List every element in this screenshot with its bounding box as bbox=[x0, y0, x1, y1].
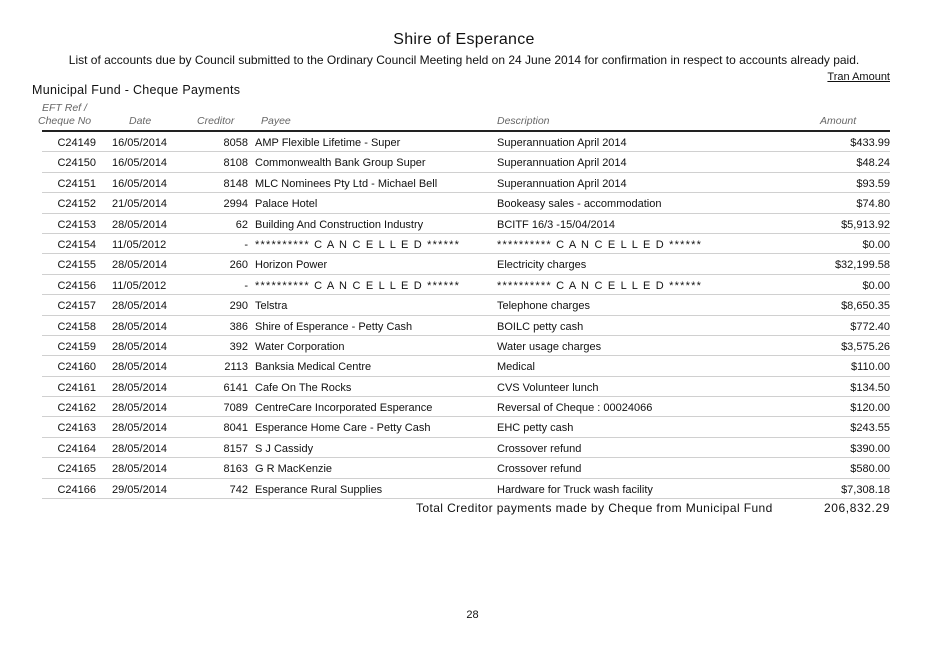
table-row bbox=[0, 438, 928, 458]
page-title: Shire of Esperance bbox=[393, 31, 535, 48]
payee-name: S J Cassidy bbox=[255, 442, 314, 455]
payee-name: Banksia Medical Centre bbox=[255, 361, 372, 374]
column-header-creditor: Creditor bbox=[197, 115, 235, 127]
creditor-number: 62 bbox=[235, 218, 248, 231]
payment-description: Crossover refund bbox=[497, 463, 582, 476]
payment-amount: $134.50 bbox=[850, 381, 890, 394]
payment-date: 11/05/2012 bbox=[112, 238, 167, 251]
table-row bbox=[0, 458, 928, 478]
payment-amount: $390.00 bbox=[850, 442, 890, 455]
cheque-number: C24165 bbox=[57, 463, 96, 476]
payment-amount: $110.00 bbox=[851, 361, 890, 374]
cheque-number: C24159 bbox=[57, 340, 96, 353]
total-value: 206,832.29 bbox=[823, 501, 890, 515]
payment-amount: $3,575.26 bbox=[841, 340, 890, 353]
payment-description: Superannuation April 2014 bbox=[497, 177, 627, 190]
payment-date: 21/05/2014 bbox=[112, 198, 168, 211]
payment-description: EHC petty cash bbox=[497, 422, 574, 435]
cheque-number: C24150 bbox=[57, 157, 96, 170]
payee-name: Telstra bbox=[255, 300, 288, 313]
creditor-number: 2113 bbox=[224, 361, 248, 374]
creditor-number: 742 bbox=[229, 483, 248, 496]
column-header-eft-ref: EFT Ref / bbox=[42, 102, 87, 114]
payment-date: 16/05/2014 bbox=[112, 137, 168, 149]
payment-description: Crossover refund bbox=[497, 442, 582, 455]
payee-name: AMP Flexible Lifetime - Super bbox=[255, 137, 401, 149]
payment-amount: $32,199.58 bbox=[834, 259, 890, 272]
creditor-number: 260 bbox=[229, 259, 248, 272]
creditor-number: 8058 bbox=[223, 137, 248, 149]
payment-date: 28/05/2014 bbox=[112, 340, 168, 353]
payee-name: Building And Construction Industry bbox=[255, 218, 424, 231]
payment-description: Superannuation April 2014 bbox=[497, 157, 627, 170]
column-header-date: Date bbox=[129, 115, 152, 127]
cheque-number: C24153 bbox=[57, 218, 96, 231]
payment-amount: $8,650.35 bbox=[841, 300, 890, 313]
cheque-number: C24149 bbox=[57, 137, 96, 149]
cheque-number: C24162 bbox=[57, 402, 96, 415]
table-row bbox=[0, 417, 928, 437]
payee-name: ********** C A N C E L L E D ****** bbox=[255, 238, 461, 251]
creditor-number: 392 bbox=[229, 340, 248, 353]
payee-name: CentreCare Incorporated Esperance bbox=[255, 402, 433, 415]
payee-name: MLC Nominees Pty Ltd - Michael Bell bbox=[255, 177, 438, 190]
payment-date: 28/05/2014 bbox=[112, 442, 168, 455]
payment-date: 28/05/2014 bbox=[112, 218, 168, 231]
creditor-number: 8148 bbox=[223, 177, 248, 190]
cheque-table-body bbox=[0, 132, 928, 499]
payee-name: Palace Hotel bbox=[255, 198, 318, 211]
cheque-number: C24166 bbox=[57, 483, 96, 496]
payment-description: ********** C A N C E L L E D ****** bbox=[497, 279, 703, 292]
creditor-number: 7089 bbox=[223, 402, 248, 415]
payee-name: ********** C A N C E L L E D ****** bbox=[255, 279, 461, 292]
creditor-number: 290 bbox=[229, 300, 248, 313]
table-row bbox=[0, 234, 928, 254]
table-row bbox=[0, 377, 928, 397]
table-row bbox=[0, 132, 928, 152]
payment-date: 28/05/2014 bbox=[112, 381, 168, 394]
creditor-number: 386 bbox=[229, 320, 248, 333]
payment-amount: $93.59 bbox=[856, 177, 890, 190]
payment-description: Reversal of Cheque : 00024066 bbox=[497, 402, 653, 415]
cheque-number: C24156 bbox=[57, 279, 96, 292]
payment-description: BOILC petty cash bbox=[497, 320, 584, 333]
cheque-number: C24161 bbox=[57, 381, 96, 394]
cheque-number: C24151 bbox=[57, 177, 96, 190]
table-row bbox=[0, 295, 928, 315]
payment-date: 28/05/2014 bbox=[112, 422, 168, 435]
column-header-description: Description bbox=[497, 115, 550, 127]
payment-description: Medical bbox=[497, 361, 535, 374]
payee-name: Water Corporation bbox=[255, 340, 345, 353]
payee-name: G R MacKenzie bbox=[255, 463, 333, 476]
payment-date: 16/05/2014 bbox=[112, 157, 168, 170]
creditor-number: 6141 bbox=[223, 381, 248, 394]
payment-description: BCITF 16/3 -15/04/2014 bbox=[497, 218, 616, 231]
payment-description: Bookeasy sales - accommodation bbox=[497, 198, 662, 211]
table-row bbox=[0, 336, 928, 356]
section-title: Municipal Fund - Cheque Payments bbox=[32, 83, 241, 97]
cheque-number: C24160 bbox=[57, 361, 96, 374]
payment-description: Superannuation April 2014 bbox=[497, 137, 627, 149]
payment-amount: $7,308.18 bbox=[841, 483, 890, 496]
page-number: 28 bbox=[466, 609, 479, 621]
payment-date: 28/05/2014 bbox=[112, 463, 168, 476]
payment-amount: $580.00 bbox=[850, 463, 890, 476]
payment-description: Hardware for Truck wash facility bbox=[497, 483, 653, 496]
cheque-number: C24152 bbox=[57, 198, 96, 211]
payee-name: Cafe On The Rocks bbox=[255, 381, 352, 394]
payment-amount: $120.00 bbox=[850, 402, 890, 415]
table-row bbox=[0, 479, 928, 499]
payment-description: Telephone charges bbox=[497, 300, 590, 313]
payment-date: 28/05/2014 bbox=[112, 402, 168, 415]
payment-description: ********** C A N C E L L E D ****** bbox=[497, 238, 703, 251]
cheque-number: C24164 bbox=[57, 442, 96, 455]
table-row bbox=[0, 173, 928, 193]
page-subtitle: List of accounts due by Council submitted to the Ordinary Council Meeting held on 24 June 2014 for confirmation in respect to accounts already paid. bbox=[68, 53, 860, 67]
cheque-number: C24155 bbox=[57, 259, 96, 272]
payment-amount: $433.99 bbox=[850, 137, 890, 149]
row-divider bbox=[42, 498, 890, 499]
payee-name: Shire of Esperance - Petty Cash bbox=[255, 320, 413, 333]
creditor-number: - bbox=[244, 279, 248, 292]
payment-date: 28/05/2014 bbox=[112, 361, 168, 374]
cheque-number: C24154 bbox=[57, 238, 96, 251]
table-row bbox=[0, 193, 928, 213]
payment-amount: $5,913.92 bbox=[841, 218, 890, 231]
total-label: Total Creditor payments made by Cheque from Municipal Fund bbox=[416, 501, 773, 515]
payment-amount: $48.24 bbox=[856, 157, 890, 170]
payment-amount: $74.80 bbox=[856, 198, 890, 211]
payment-date: 28/05/2014 bbox=[112, 320, 168, 333]
cheque-number: C24158 bbox=[57, 320, 96, 333]
payee-name: Esperance Home Care - Petty Cash bbox=[255, 422, 431, 435]
table-row bbox=[0, 275, 928, 295]
payee-name: Esperance Rural Supplies bbox=[255, 483, 383, 496]
payee-name: Horizon Power bbox=[255, 259, 328, 272]
column-header-cheque-no: Cheque No bbox=[38, 115, 92, 127]
payment-description: Electricity charges bbox=[497, 259, 587, 272]
cheque-number: C24157 bbox=[57, 300, 96, 313]
payment-date: 16/05/2014 bbox=[112, 177, 168, 190]
payment-description: CVS Volunteer lunch bbox=[497, 381, 599, 394]
table-row bbox=[0, 152, 928, 172]
creditor-number: 2994 bbox=[223, 198, 248, 211]
table-row bbox=[0, 254, 928, 274]
tran-amount-heading: Tran Amount bbox=[827, 71, 890, 83]
creditor-number: 8108 bbox=[223, 157, 248, 170]
table-row bbox=[0, 397, 928, 417]
cheque-number: C24163 bbox=[57, 422, 96, 435]
payee-name: Commonwealth Bank Group Super bbox=[255, 157, 426, 170]
payment-date: 11/05/2012 bbox=[112, 279, 167, 292]
creditor-number: 8157 bbox=[223, 442, 248, 455]
table-row bbox=[0, 356, 928, 376]
creditor-number: 8163 bbox=[223, 463, 248, 476]
table-row bbox=[0, 316, 928, 336]
payment-amount: $243.55 bbox=[850, 422, 890, 435]
creditor-number: 8041 bbox=[223, 422, 248, 435]
column-header-payee: Payee bbox=[261, 115, 291, 127]
payment-date: 28/05/2014 bbox=[112, 300, 168, 313]
column-header-amount: Amount bbox=[820, 115, 857, 127]
payment-amount: $772.40 bbox=[850, 320, 890, 333]
payment-description: Water usage charges bbox=[497, 340, 602, 353]
payment-date: 28/05/2014 bbox=[112, 259, 168, 272]
payment-date: 29/05/2014 bbox=[112, 483, 168, 496]
payment-amount: $0.00 bbox=[862, 279, 890, 292]
table-row bbox=[0, 214, 928, 234]
creditor-number: - bbox=[244, 238, 248, 251]
payment-amount: $0.00 bbox=[862, 238, 890, 251]
